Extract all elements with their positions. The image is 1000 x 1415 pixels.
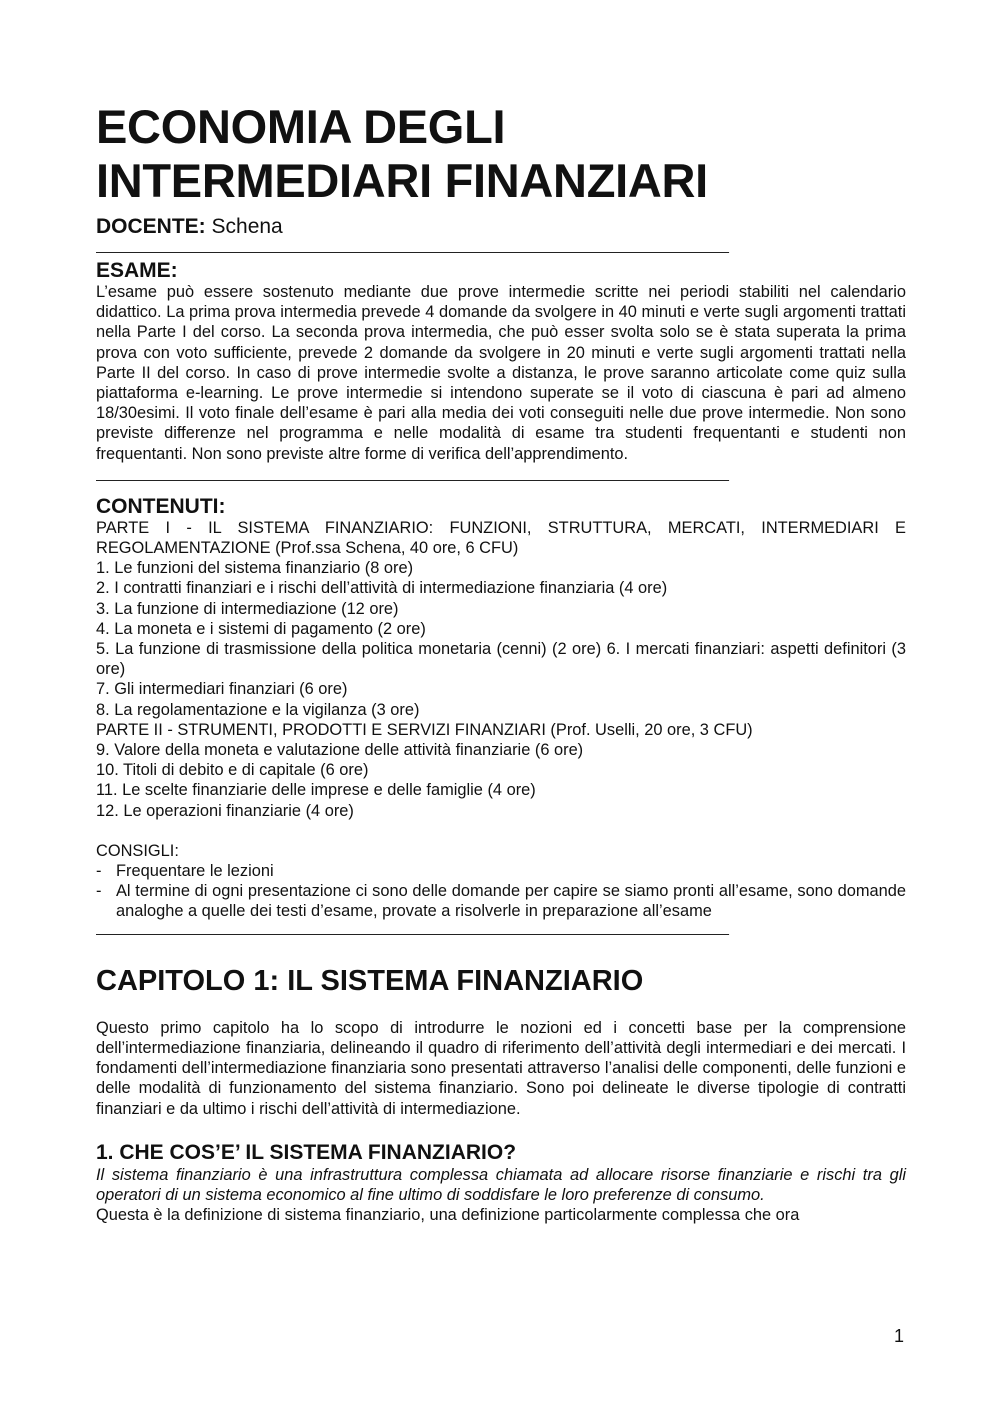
list-item: 2. I contratti finanziari e i rischi dell’attività di intermediazione finanziaria (4 ore) [96, 579, 668, 598]
contenuti-heading: CONTENUTI: [96, 494, 226, 518]
document-page [96, 100, 906, 1225]
consiglio-text: Al termine di ogni presentazione ci sono delle domande per capire se siamo pronti all’esame, sono domande analoghe a quelle dei testi d’esame, provate a risolverle in preparazione all’esame [116, 882, 906, 921]
continuation-text: Questa è la definizione di sistema finanziario, una definizione particolarmente complessa che ora [96, 1206, 800, 1225]
contenuti-section [96, 496, 906, 821]
title-line-2: INTERMEDIARI FINANZIARI [96, 154, 708, 207]
parte-2-list [96, 740, 906, 821]
parte-2-heading: PARTE II - STRUMENTI, PRODOTTI E SERVIZI FINANZIARI (Prof. Uselli, 20 ore, 3 CFU) [96, 720, 753, 739]
consigli-section [96, 841, 906, 922]
docente-line [96, 214, 906, 240]
esame-text: L’esame può essere sostenuto mediante due prove intermedie scritte nei periodi stabiliti nel calendario didattico. La prima prova intermedia prevede 4 domande da svolgere in 40 minuti e verte sugli argomenti trattati nella Parte I del corso. La seconda prova intermedia, che può esser svolta solo se è stata superata la prima prova con voto sufficiente, prevede 2 domande da svolgere in 20 minuti e verte sugli argomenti trattati nella Parte II del corso. In caso di prove intermedie svolte a distanza, le prove saranno articolate come quiz sulla piattaforma e-learning. Le prove intermedie si intendono superate se il voto di ciascuna è pari ad almeno 18/30esimi. Il voto finale dell’esame è pari alla media dei voti conseguiti nelle due prove intermedie. Non sono previste differenze nel programma e nelle modalità di esame tra studenti frequentanti e studenti non frequentanti. Non sono previste altre forme di verifica dell’apprendimento. [96, 283, 906, 463]
separator-rule: ________________________________________________________________________________ [96, 240, 728, 254]
list-item: 8. La regolamentazione e la vigilanza (3 ore) [96, 700, 420, 719]
esame-heading: ESAME: [96, 259, 178, 282]
capitolo-section [96, 964, 906, 1226]
list-item: 10. Titoli di debito e di capitale (6 ore) [96, 761, 369, 780]
dash-bullet: - [96, 882, 102, 901]
docente-label: DOCENTE: [96, 215, 206, 238]
list-item: 1. Le funzioni del sistema finanziario (8 ore) [96, 559, 414, 578]
definition-text: Il sistema finanziario è una infrastruttura complessa chiamata ad allocare risorse finanziarie e rischi tra gli operatori di un sistema economico al fine ultimo di soddisfare le loro preferenze di consumo. [96, 1165, 906, 1204]
list-item: 9. Valore della moneta e valutazione delle attività finanziarie (6 ore) [96, 741, 584, 760]
consigli-heading-wrap [96, 841, 906, 861]
consiglio-text: Frequentare le lezioni [116, 862, 274, 881]
section-title: 1. CHE COS’E’ IL SISTEMA FINANZIARIO? [96, 1140, 517, 1164]
parte-1-list [96, 558, 906, 720]
parte-1-heading: PARTE I - IL SISTEMA FINANZIARIO: FUNZIONI, STRUTTURA, MERCATI, INTERMEDIARI E REGOLAMENTAZIONE (Prof.ssa Schena, 40 ore, 6 CFU) [96, 518, 906, 558]
docente-name: Schena [211, 215, 283, 238]
list-item [96, 881, 906, 921]
chapter-intro: Questo primo capitolo ha lo scopo di introdurre le nozioni ed i concetti base per la comprensione dell’intermediazione finanziaria, delineando il quadro di riferimento dell’attività degli intermediari e dei mercati. I fondamenti dell’intermediazione finanziaria sono presentati attraverso l’analisi delle componenti, delle funzioni e delle modalità di funzionamento del sistema finanziario. Sono poi delineate le diverse tipologie di contratti finanziari e da ultimo i rischi dell’attività di intermediazione. [96, 1018, 906, 1118]
list-item: 4. La moneta e i sistemi di pagamento (2 ore) [96, 619, 426, 638]
dash-bullet: - [96, 862, 102, 881]
consigli-heading: CONSIGLI: [96, 841, 179, 860]
page-number: 1 [893, 1326, 904, 1346]
chapter-title: CAPITOLO 1: IL SISTEMA FINANZIARIO [96, 964, 644, 997]
separator-rule: ________________________________________________________________________________ [96, 467, 728, 482]
document-title [96, 100, 906, 208]
separator-rule: ________________________________________________________________________________ [96, 921, 728, 936]
list-item: 12. Le operazioni finanziarie (4 ore) [96, 801, 354, 820]
list-item: 5. La funzione di trasmissione della politica monetaria (cenni) (2 ore) 6. I mercati finanziari: aspetti definitori (3 ore) [96, 640, 906, 679]
title-line-1: ECONOMIA DEGLI [96, 100, 506, 153]
list-item [96, 861, 906, 881]
esame-section [96, 260, 906, 464]
list-item: 3. La funzione di intermediazione (12 ore) [96, 599, 399, 618]
list-item: 11. Le scelte finanziarie delle imprese e delle famiglie (4 ore) [96, 781, 536, 800]
list-item: 7. Gli intermediari finanziari (6 ore) [96, 680, 348, 699]
